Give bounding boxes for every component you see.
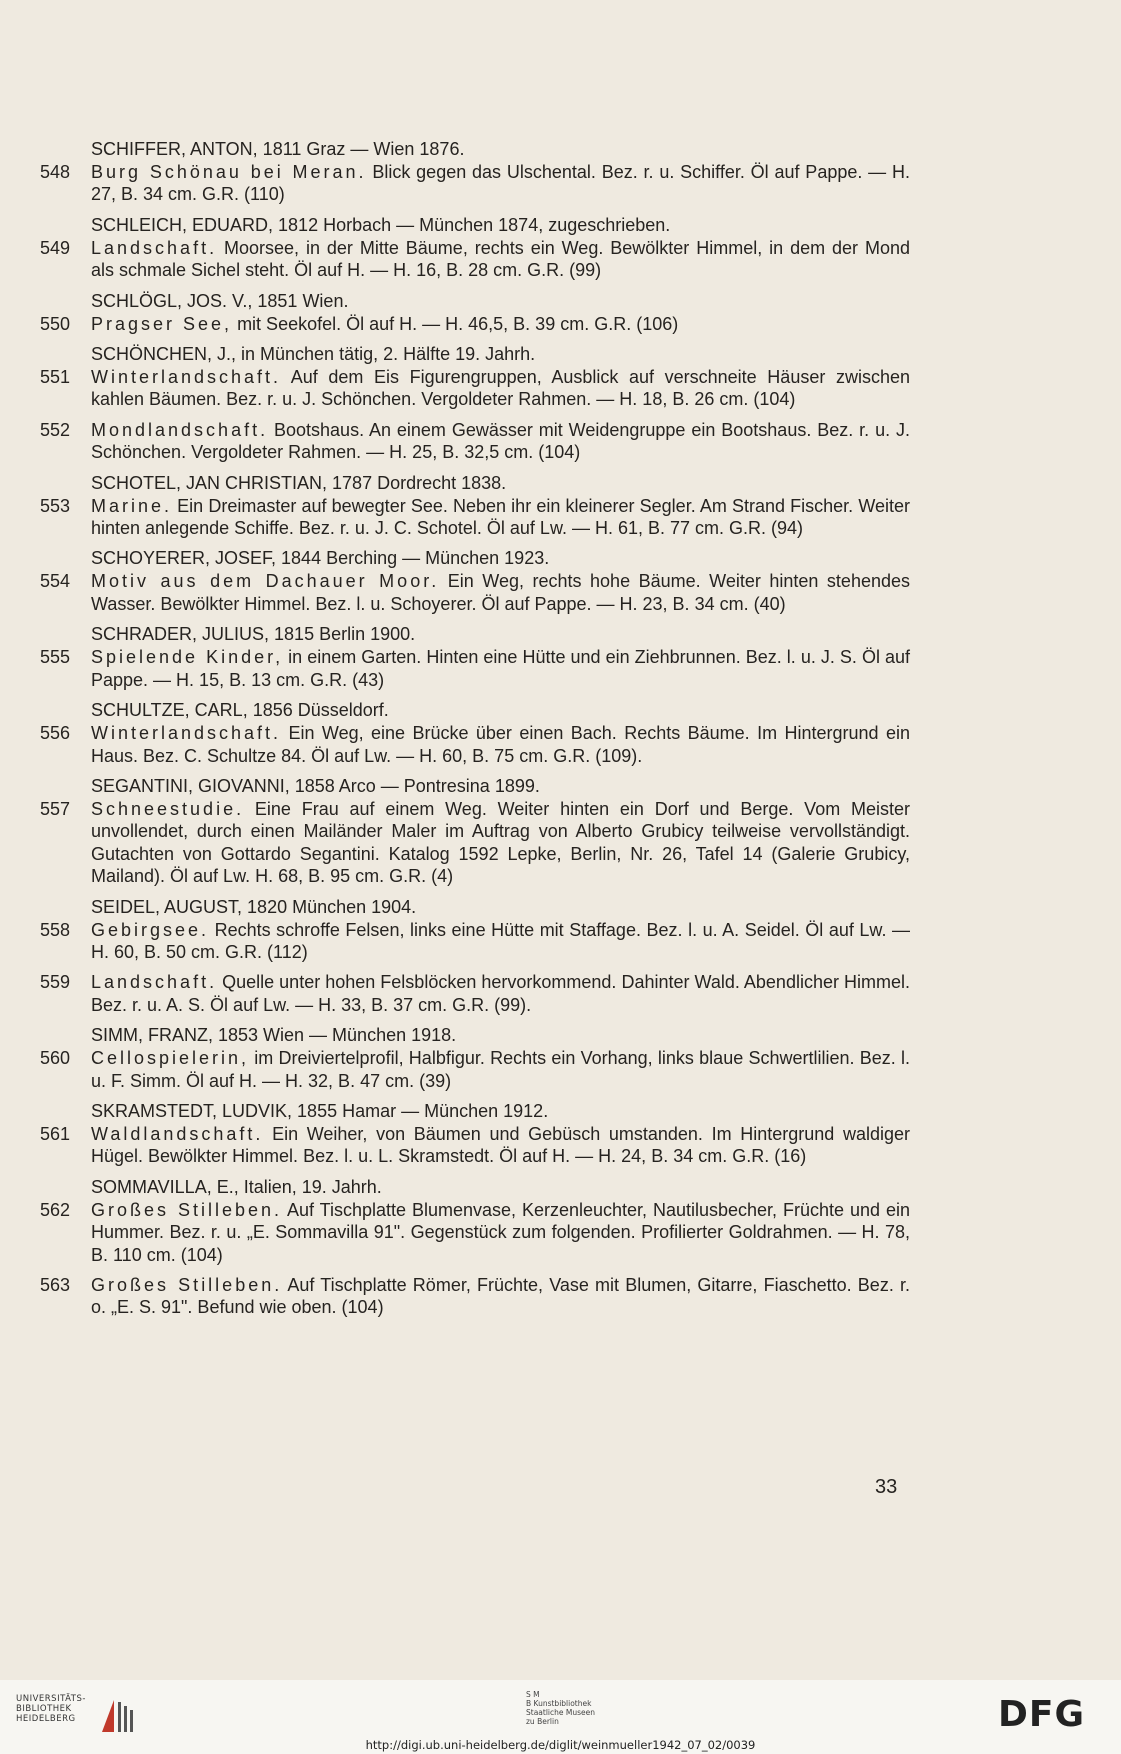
source-url[interactable]: http://digi.ub.uni-heidelberg.de/diglit/weinmueller1942_07_02/0039 [365,1738,756,1752]
artwork-details: Auf Tischplatte Römer, Früchte, Vase mit Blumen, Gitarre, Fiaschetto. Bez. r. o. „E. S. 91". Befund wie oben. (104) [91,1275,910,1318]
lot-number: 561 [40,1123,71,1144]
entry-description [91,919,910,964]
artist-heading: SCHLEICH, EDUARD, 1812 Horbach — München 1874, zugeschrieben. [91,214,671,235]
artwork-details: Ein Weiher, von Bäumen und Gebüsch umstanden. Im Hintergrund waldiger Hügel. Bewölkter Himmel. Bez. l. u. L. Skramstedt. Öl auf H. — H. 24, B. 34 cm. G.R. (16) [91,1123,910,1167]
artwork-title: Pragser See, [91,313,233,334]
entry-description [91,366,910,411]
entry-description [91,570,910,615]
catalog-entry [40,1199,910,1266]
catalog-entry [40,419,910,464]
catalog-entry [40,722,910,767]
artwork-title: Landschaft. [91,972,218,993]
lot-number: 558 [40,919,71,940]
lot-number: 556 [40,723,71,744]
entry-description [91,971,910,1016]
artwork-title: Waldlandschaft. [91,1123,264,1144]
artwork-title: Großes Stilleben. [91,1199,283,1220]
dfg-logo[interactable]: DFG [998,1694,1086,1735]
entry-description [91,1123,910,1168]
artwork-details: Moorsee, in der Mitte Bäume, rechts ein Weg. Bewölkter Himmel, in dem der Mond als schmale Sichel steht. Öl auf H. — H. 16, B. 28 cm. G.R. (99) [91,237,910,281]
lot-number: 552 [40,419,71,440]
catalog-entry [40,495,910,540]
lot-number: 554 [40,571,71,592]
catalog-entry [40,366,910,411]
artwork-details: Blick gegen das Ulschental. Bez. r. u. Schiffer. Öl auf Pappe. — H. 27, B. 34 cm. G.R. (110) [91,162,910,205]
catalog-entry [40,1274,910,1319]
artwork-details: Quelle unter hohen Felsblöcken hervorkommend. Dahinter Wald. Abendlicher Himmel. Bez. r. u. A. S. Öl auf Lw. — H. 33, B. 37 cm. G.R. (99). [91,972,910,1015]
artwork-title: Marine. [91,495,173,516]
entry-description [91,798,910,888]
artist-heading: SCHULTZE, CARL, 1856 Düsseldorf. [91,700,389,721]
entry-description [91,722,910,767]
kunstbibliothek-logo[interactable]: S M B Kunstbibliothek Staatliche Museen zu Berlin [526,1690,595,1726]
artist-heading: SOMMAVILLA, E., Italien, 19. Jahrh. [91,1176,382,1197]
catalog-entry [40,971,910,1016]
catalog-entry [40,798,910,888]
lot-number: 549 [40,237,71,258]
entry-description [91,161,910,206]
catalog-entry [40,161,910,206]
lot-number: 557 [40,798,71,819]
artist-heading: SCHLÖGL, JOS. V., 1851 Wien. [91,290,349,311]
lot-number: 563 [40,1275,71,1295]
entry-description [91,313,910,335]
artwork-title: Mondlandschaft. [91,419,269,440]
artist-heading: SKRAMSTEDT, LUDVIK, 1855 Hamar — München 1912. [91,1100,549,1121]
artist-heading: SEGANTINI, GIOVANNI, 1858 Arco — Pontresina 1899. [91,775,540,796]
entry-description [91,1274,910,1319]
artist-heading: SIMM, FRANZ, 1853 Wien — München 1918. [91,1025,457,1046]
entry-description [91,237,910,282]
artist-heading: SCHRADER, JULIUS, 1815 Berlin 1900. [91,624,416,645]
catalog-list [40,138,910,1319]
catalog-entry [40,1047,910,1092]
lot-number: 550 [40,313,71,334]
artwork-title: Motiv aus dem Dachauer Moor. [91,571,440,592]
artwork-details: im Dreiviertelprofil, Halbfigur. Rechts ein Vorhang, links blaue Schwertlilien. Bez. l. u. F. Simm. Öl auf H. — H. 32, B. 47 cm. (39) [91,1048,910,1091]
lot-number: 551 [40,367,71,388]
entry-description [91,419,910,464]
artist-heading: SCHOTEL, JAN CHRISTIAN, 1787 Dordrecht 1838. [91,472,507,493]
catalog-entry [40,313,910,335]
lot-number: 560 [40,1048,71,1069]
university-library-logo[interactable] [16,1694,86,1724]
lot-number: 553 [40,495,71,516]
entry-description [91,1047,910,1092]
catalog-entry [40,570,910,615]
artwork-details: Bootshaus. An einem Gewässer mit Weidengruppe ein Bootshaus. Bez. r. u. J. Schönchen. Vergoldeter Rahmen. — H. 25, B. 32,5 cm. (104) [91,419,910,463]
artist-heading: SCHIFFER, ANTON, 1811 Graz — Wien 1876. [91,139,465,159]
catalog-entry [40,1123,910,1168]
lot-number: 559 [40,972,71,993]
artwork-title: Cellospielerin, [91,1048,250,1069]
artist-heading: SCHÖNCHEN, J., in München tätig, 2. Hälfte 19. Jahrh. [91,344,536,365]
entry-description [91,646,910,691]
lot-number: 548 [40,162,71,182]
artwork-details: Rechts schroffe Felsen, links eine Hütte mit Staffage. Bez. l. u. A. Seidel. Öl auf Lw. — H. 60, B. 50 cm. G.R. (112) [91,919,910,962]
artwork-title: Schneestudie. [91,798,245,819]
artwork-title: Gebirgsee. [91,919,210,940]
artwork-details: Ein Dreimaster auf bewegter See. Neben ihr ein kleinerer Segler. Am Strand Fischer. Weiter hinten anlegende Schiffe. Bez. r. u. J. C. Schotel. Öl auf Lw. — H. 61, B. 77 cm. G.R. (94) [91,495,910,539]
library-mark-icon [96,1696,136,1734]
artwork-details: Ein Weg, rechts hohe Bäume. Weiter hinten stehendes Wasser. Bewölkter Himmel. Bez. l. u. Schoyerer. Öl auf Pappe. — H. 23, B. 34 cm. (40) [91,571,910,614]
entry-description [91,495,910,540]
page-number: 33 [875,1476,898,1498]
artwork-details: mit Seekofel. Öl auf H. — H. 46,5, B. 39 cm. G.R. (106) [232,313,679,334]
artwork-title: Spielende Kinder, [91,647,284,668]
lot-number: 555 [40,647,71,668]
artwork-title: Großes Stilleben. [91,1275,283,1295]
entry-description [91,1199,910,1266]
catalog-entry [40,646,910,691]
lot-number: 562 [40,1199,71,1220]
artwork-details: Auf Tischplatte Blumenvase, Kerzenleuchter, Nautilusbecher, Früchte und ein Hummer. Bez. r. u. „E. Sommavilla 91". Gegenstück zum folgenden. Profilierter Goldrahmen. — H. 78, B. 110 cm. (104) [91,1199,910,1265]
university-library-name: UNIVERSITÄTS- BIBLIOTHEK HEIDELBERG [16,1694,86,1724]
artist-heading: SEIDEL, AUGUST, 1820 München 1904. [91,896,417,917]
artwork-title: Winterlandschaft. [91,723,282,744]
artwork-title: Burg Schönau bei Meran. [91,162,367,182]
footer-bar [0,1680,1121,1754]
artwork-title: Winterlandschaft. [91,367,282,388]
artwork-details: Auf dem Eis Figurengruppen, Ausblick auf verschneite Häuser zwischen kahlen Bäumen. Bez. r. u. J. Schönchen. Vergoldeter Rahmen. — H. 18, B. 26 cm. (104) [91,367,910,410]
catalog-entry [40,237,910,282]
catalog-entry [40,919,910,964]
artwork-details: Eine Frau auf einem Weg. Weiter hinten ein Dorf und Berge. Vom Meister unvollendet, durch einen Mailänder Maler im Auftrag von Alberto Grubicy teilweise vervollständigt. Gutachten von Gottardo Segantini. Katalog 1592 Lepke, Berlin, Nr. 26, Tafel 14 (Galerie Grubicy, Mailand). Öl auf Lw. H. 68, B. 95 cm. G.R. (4) [91,798,910,887]
artwork-title: Landschaft. [91,237,218,258]
artist-heading: SCHOYERER, JOSEF, 1844 Berching — München 1923. [91,548,550,569]
artwork-details: Ein Weg, eine Brücke über einen Bach. Rechts Bäume. Im Hintergrund ein Haus. Bez. C. Schultze 84. Öl auf Lw. — H. 60, B. 75 cm. G.R. (109). [91,723,910,766]
artwork-details: in einem Garten. Hinten eine Hütte und ein Ziehbrunnen. Bez. l. u. J. S. Öl auf Pappe. — H. 15, B. 13 cm. G.R. (43) [91,647,910,690]
